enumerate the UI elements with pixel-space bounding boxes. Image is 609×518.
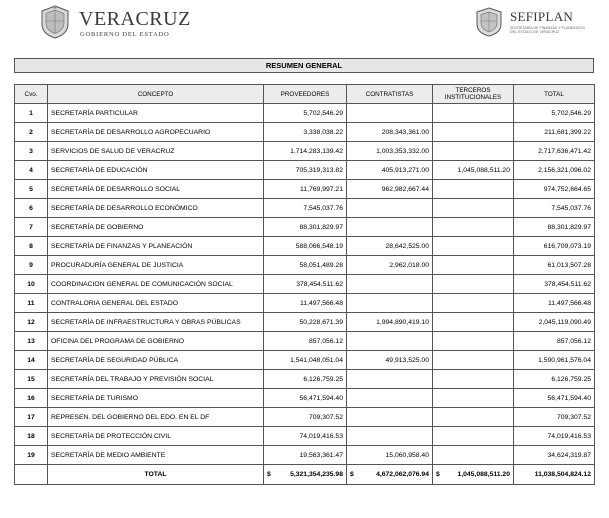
row-proveedores: 1,541,048,051.04 <box>264 351 347 370</box>
table-row <box>15 446 595 465</box>
row-concepto: SECRETARÍA DE DESARROLLO ECONÓMICO <box>48 199 264 218</box>
row-number: 9 <box>15 256 48 275</box>
row-total: 378,454,511.62 <box>514 275 595 294</box>
row-total: 88,301,829.97 <box>514 218 595 237</box>
row-terceros <box>433 446 514 465</box>
row-terceros <box>433 389 514 408</box>
totals-proveedores <box>264 465 347 485</box>
row-concepto: SECRETARÍA DE INFRAESTRUCTURA Y OBRAS PÚBLICAS <box>48 313 264 332</box>
table-row <box>15 237 595 256</box>
row-concepto: CONTRALORIA GENERAL DEL ESTADO <box>48 294 264 313</box>
row-terceros <box>433 218 514 237</box>
totals-row <box>15 465 595 485</box>
row-number: 18 <box>15 427 48 446</box>
row-contratistas <box>347 294 433 313</box>
table-row <box>15 180 595 199</box>
row-total: 34,624,319.87 <box>514 446 595 465</box>
currency-symbol: $ <box>267 471 271 478</box>
row-total: 974,752,664.65 <box>514 180 595 199</box>
row-proveedores: 378,454,511.62 <box>264 275 347 294</box>
row-terceros: 1,045,088,511.20 <box>433 161 514 180</box>
row-terceros <box>433 256 514 275</box>
row-number: 16 <box>15 389 48 408</box>
row-number: 19 <box>15 446 48 465</box>
row-terceros <box>433 142 514 161</box>
row-contratistas <box>347 332 433 351</box>
row-contratistas <box>347 389 433 408</box>
row-contratistas: 962,982,667.44 <box>347 180 433 199</box>
column-header-cvo: Cvo. <box>15 85 48 104</box>
row-total: 1,590,961,576.04 <box>514 351 595 370</box>
row-concepto: SECRETARÍA DE DESARROLLO SOCIAL <box>48 180 264 199</box>
table-row <box>15 104 595 123</box>
row-concepto: SECRETARÍA DE DESARROLLO AGROPECUARIO <box>48 123 264 142</box>
row-proveedores: 11,497,566.48 <box>264 294 347 313</box>
row-number: 2 <box>15 123 48 142</box>
row-concepto: SECRETARÍA DE SEGURIDAD PÚBLICA <box>48 351 264 370</box>
totals-proveedores-value: 5,321,354,235.98 <box>290 471 343 478</box>
row-total: 5,702,546.29 <box>514 104 595 123</box>
row-terceros <box>433 351 514 370</box>
row-contratistas <box>347 408 433 427</box>
row-number: 13 <box>15 332 48 351</box>
totals-contratistas <box>347 465 433 485</box>
row-number: 8 <box>15 237 48 256</box>
row-contratistas: 28,642,525.00 <box>347 237 433 256</box>
row-number: 3 <box>15 142 48 161</box>
row-terceros <box>433 275 514 294</box>
row-total: 211,681,399.22 <box>514 123 595 142</box>
table-row <box>15 408 595 427</box>
row-concepto: SECRETARÍA PARTICULAR <box>48 104 264 123</box>
row-total: 709,307.52 <box>514 408 595 427</box>
row-number: 1 <box>15 104 48 123</box>
sefiplan-seal-icon <box>474 6 504 38</box>
row-total: 61,013,507.28 <box>514 256 595 275</box>
veracruz-title: VERACRUZ <box>79 8 191 30</box>
table-row <box>15 199 595 218</box>
table-row <box>15 313 595 332</box>
table-row <box>15 332 595 351</box>
row-concepto: SECRETARÍA DE GOBIERNO <box>48 218 264 237</box>
row-terceros <box>433 427 514 446</box>
row-contratistas: 49,913,525.00 <box>347 351 433 370</box>
table-body <box>15 104 595 465</box>
row-terceros <box>433 180 514 199</box>
row-concepto: SECRETARÍA DE TURISMO <box>48 389 264 408</box>
column-header-contratistas: CONTRATISTAS <box>347 85 433 104</box>
row-proveedores: 1,714,283,139.42 <box>264 142 347 161</box>
row-proveedores: 7,545,037.76 <box>264 199 347 218</box>
table-row <box>15 218 595 237</box>
totals-terceros <box>433 465 514 485</box>
table-row <box>15 142 595 161</box>
row-concepto: OFICINA DEL PROGRAMA DE GOBIERNO <box>48 332 264 351</box>
column-header-total: TOTAL <box>514 85 595 104</box>
table-row <box>15 370 595 389</box>
row-proveedores: 19,563,361.47 <box>264 446 347 465</box>
row-contratistas <box>347 275 433 294</box>
page-header <box>0 0 609 48</box>
row-total: 56,471,594.40 <box>514 389 595 408</box>
row-number: 5 <box>15 180 48 199</box>
row-number: 15 <box>15 370 48 389</box>
row-terceros <box>433 370 514 389</box>
row-concepto: SECRETARÍA DE MEDIO AMBIENTE <box>48 446 264 465</box>
row-contratistas: 15,060,958.40 <box>347 446 433 465</box>
row-number: 7 <box>15 218 48 237</box>
sefiplan-title: SEFIPLAN <box>510 9 574 24</box>
row-terceros <box>433 123 514 142</box>
currency-symbol: $ <box>350 471 354 478</box>
row-number: 12 <box>15 313 48 332</box>
table-header-row <box>15 85 595 104</box>
row-total: 74,019,416.53 <box>514 427 595 446</box>
totals-contratistas-value: 4,672,062,076.94 <box>376 471 429 478</box>
row-proveedores: 3,338,038.22 <box>264 123 347 142</box>
row-contratistas <box>347 199 433 218</box>
row-terceros <box>433 313 514 332</box>
row-proveedores: 58,051,489.28 <box>264 256 347 275</box>
row-number: 6 <box>15 199 48 218</box>
row-proveedores: 588,066,548.19 <box>264 237 347 256</box>
row-contratistas <box>347 427 433 446</box>
column-header-concepto: CONCEPTO <box>48 85 264 104</box>
currency-symbol: $ <box>436 471 440 478</box>
table-row <box>15 256 595 275</box>
row-proveedores: 5,702,546.29 <box>264 104 347 123</box>
row-contratistas: 405,913,271.00 <box>347 161 433 180</box>
row-concepto: SECRETARÍA DE PROTECCIÓN CIVIL <box>48 427 264 446</box>
row-contratistas: 1,994,890,419.10 <box>347 313 433 332</box>
row-total: 2,717,636,471.42 <box>514 142 595 161</box>
totals-empty-cell <box>15 465 48 485</box>
row-terceros <box>433 237 514 256</box>
row-number: 11 <box>15 294 48 313</box>
row-proveedores: 11,769,997.21 <box>264 180 347 199</box>
row-total: 7,545,037.76 <box>514 199 595 218</box>
row-terceros <box>433 199 514 218</box>
veracruz-subtitle: GOBIERNO DEL ESTADO <box>80 31 170 38</box>
row-total: 616,709,073.19 <box>514 237 595 256</box>
row-number: 4 <box>15 161 48 180</box>
row-total: 6,126,759.25 <box>514 370 595 389</box>
row-concepto: PROCURADURÍA GENERAL DE JUSTICIA <box>48 256 264 275</box>
row-number: 14 <box>15 351 48 370</box>
report-title: RESUMEN GENERAL <box>14 58 594 73</box>
row-concepto: SECRETARÍA DE FINANZAS Y PLANEACIÓN <box>48 237 264 256</box>
table-row <box>15 123 595 142</box>
row-contratistas: 208,343,361.00 <box>347 123 433 142</box>
row-contratistas: 1,003,353,332.00 <box>347 142 433 161</box>
column-header-terceros: TERCEROS INSTITUCIONALES <box>433 85 514 104</box>
totals-label: TOTAL <box>48 465 264 485</box>
table-row <box>15 161 595 180</box>
summary-table <box>14 84 595 485</box>
row-proveedores: 74,019,416.53 <box>264 427 347 446</box>
row-total: 11,497,566.48 <box>514 294 595 313</box>
row-number: 17 <box>15 408 48 427</box>
row-total: 857,056.12 <box>514 332 595 351</box>
row-total: 2,156,321,096.02 <box>514 161 595 180</box>
row-concepto: REPRESEN. DEL GOBIERNO DEL EDO. EN EL DF <box>48 408 264 427</box>
row-concepto: SECRETARÍA DE EDUCACIÓN <box>48 161 264 180</box>
row-terceros <box>433 408 514 427</box>
veracruz-seal-icon <box>38 4 72 40</box>
row-concepto: SECRETARÍA DEL TRABAJO Y PREVISIÓN SOCIAL <box>48 370 264 389</box>
row-proveedores: 709,307.52 <box>264 408 347 427</box>
row-contratistas <box>347 370 433 389</box>
row-total: 2,045,119,090.49 <box>514 313 595 332</box>
row-contratistas <box>347 104 433 123</box>
row-terceros <box>433 332 514 351</box>
row-proveedores: 705,319,313.82 <box>264 161 347 180</box>
row-proveedores: 6,126,759.25 <box>264 370 347 389</box>
sefiplan-subtitle: SECRETARÍA DE FINANZAS Y PLANEACIÓN DEL ESTADO DE VERACRUZ <box>510 26 585 35</box>
row-proveedores: 88,301,829.97 <box>264 218 347 237</box>
table-row <box>15 427 595 446</box>
row-proveedores: 857,056.12 <box>264 332 347 351</box>
row-terceros <box>433 294 514 313</box>
row-concepto: COORDINACION GENERAL DE COMUNICACIÓN SOCIAL <box>48 275 264 294</box>
column-header-proveedores: PROVEEDORES <box>264 85 347 104</box>
table-row <box>15 389 595 408</box>
totals-terceros-value: 1,045,088,511.20 <box>457 471 510 478</box>
row-terceros <box>433 104 514 123</box>
table-row <box>15 275 595 294</box>
row-proveedores: 50,228,671.39 <box>264 313 347 332</box>
totals-total: 11,038,504,824.12 <box>514 465 595 485</box>
row-number: 10 <box>15 275 48 294</box>
row-proveedores: 56,471,594.40 <box>264 389 347 408</box>
row-contratistas <box>347 218 433 237</box>
table-row <box>15 294 595 313</box>
row-contratistas: 2,962,018.00 <box>347 256 433 275</box>
table-row <box>15 351 595 370</box>
row-concepto: SERVICIOS DE SALUD DE VERACRUZ <box>48 142 264 161</box>
